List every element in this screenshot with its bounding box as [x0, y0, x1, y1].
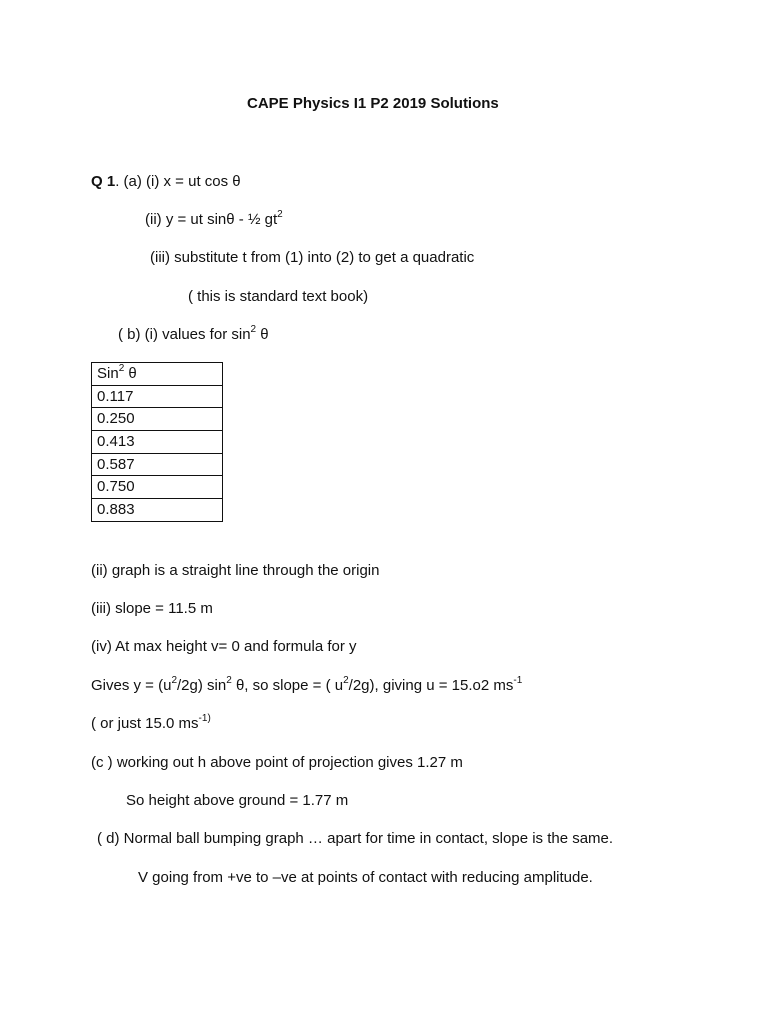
page-title: CAPE Physics I1 P2 2019 Solutions: [247, 95, 499, 112]
q1-b-i-text: ( b) (i) values for sin: [118, 326, 251, 343]
q1-d: ( d) Normal ball bumping graph … apart for time in contact, slope is the same.: [97, 830, 614, 847]
q1-b-iv: (iv) At max height v= 0 and formula for y: [91, 638, 357, 655]
q1-b-i-theta: θ: [256, 326, 269, 343]
table-row: [92, 476, 223, 499]
q1-b-iii: (iii) slope = 11.5 m: [91, 600, 213, 617]
table-row: [92, 453, 223, 476]
q1-c-height: So height above ground = 1.77 m: [126, 792, 349, 809]
or-just-line: [91, 715, 211, 733]
gives-text-3: θ, so slope = ( u: [231, 677, 344, 694]
gives-text-2: /2g) sin: [177, 677, 227, 694]
table-row: [92, 431, 223, 454]
table-cell: 0.750: [92, 476, 223, 499]
table-cell: 0.250: [92, 408, 223, 431]
superscript: 2: [277, 209, 283, 220]
q1-a-i: [91, 173, 241, 191]
table-row: [92, 499, 223, 522]
table-cell: 0.883: [92, 499, 223, 522]
gives-text-4: /2g), giving u = 15.o2 ms: [348, 677, 514, 694]
superscript: 2: [343, 675, 349, 686]
table-header-text: Sin: [97, 364, 119, 382]
q1-b-i: [118, 326, 269, 344]
table-header-cell: [92, 363, 223, 386]
or-just-text: ( or just 15.0 ms: [91, 715, 199, 732]
table-header-theta: θ: [124, 364, 137, 382]
superscript: -1: [513, 675, 523, 686]
q1-b-ii: (ii) graph is a straight line through the origin: [91, 562, 380, 579]
q1-a-iii-note: ( this is standard text book): [188, 288, 369, 305]
gives-text-1: Gives y = (u: [91, 677, 172, 694]
table-cell: 0.413: [92, 431, 223, 454]
q1-a-ii-text: (ii) y = ut sinθ - ½ gt: [145, 211, 278, 228]
sin-squared-table: [91, 362, 223, 522]
table-row: [92, 408, 223, 431]
superscript: 2: [118, 362, 125, 374]
q1-d-note: V going from +ve to –ve at points of contact with reducing amplitude.: [138, 869, 593, 886]
table-cell: 0.587: [92, 453, 223, 476]
superscript: -1): [198, 713, 211, 724]
q1-a-i-text: . (a) (i) x = ut cos θ: [115, 173, 241, 190]
table-header-row: [92, 363, 223, 386]
superscript: 2: [171, 675, 178, 686]
superscript: 2: [250, 324, 257, 335]
q1-a-iii: (iii) substitute t from (1) into (2) to get a quadratic: [150, 249, 475, 266]
gives-line: [91, 677, 522, 695]
question-label: Q 1: [91, 173, 116, 190]
table-cell: 0.117: [92, 385, 223, 408]
q1-c: (c ) working out h above point of projection gives 1.27 m: [91, 754, 463, 771]
superscript: 2: [226, 675, 232, 686]
q1-a-ii: [145, 211, 283, 229]
table-row: [92, 385, 223, 408]
